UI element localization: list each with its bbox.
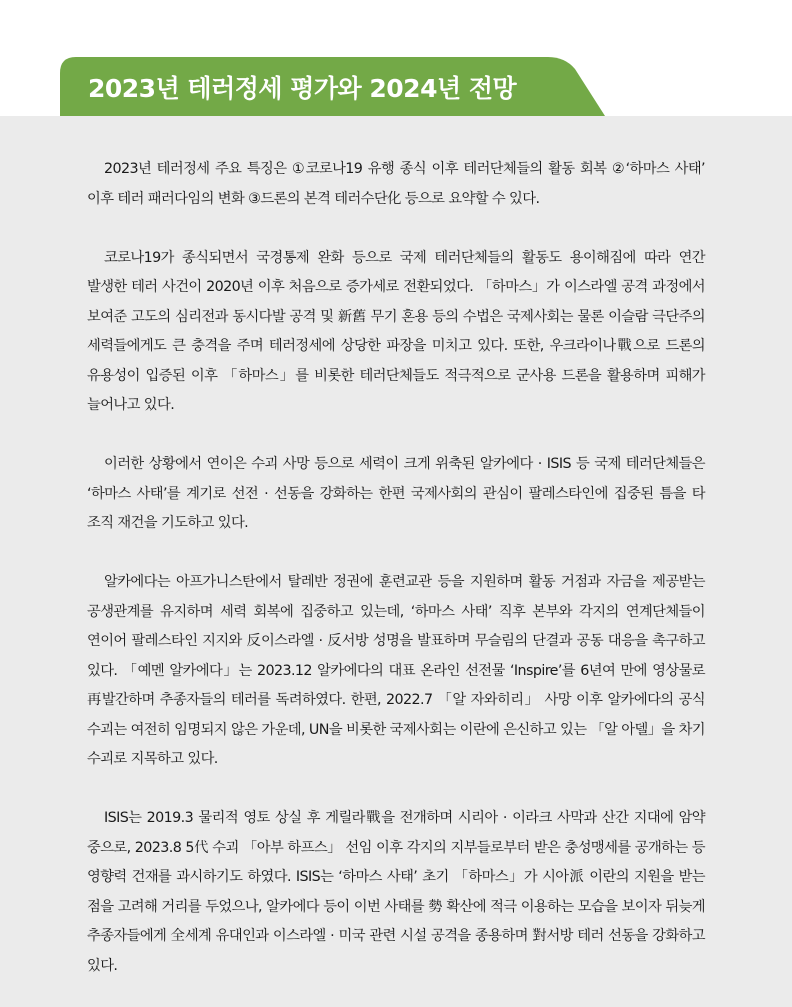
page-title: 2023년 테러정세 평가와 2024년 전망 (88, 74, 517, 103)
paragraph-terror-groups: 이러한 상황에서 연이은 수괴 사망 등으로 세력이 크게 위축된 알카에다 · ISIS 등 국제 테러단체들은 ‘하마스 사태’를 계기로 선전 · 선동을 강화하는 한편 국제사회의 관심이 팔레스타인에 집중된 틈을 타 조직 재건을 기도하고 있다. (87, 456, 705, 531)
paragraph-isis: ISIS는 2019.3 물리적 영토 상실 후 게릴라戰을 전개하며 시리아 · 이라크 사막과 산간 지대에 암약 중으로, 2023.8 5代 수괴 「아부 하프스」 선임 이후 각지의 지부들로부터 받은 충성맹세를 공개하는 등 영향력 건재를 과시하기도 하였다. ISIS는 ‘하마스 사태’ 초기 「하마스」가 시아派 이란의 지원을 받는 점을 고려해 거리를 두었으나, 알카에다 등이 이번 사태를 勢 확산에 적극 이용하는 모습을 보이자 뒤늦게 추종자들에게 全세계 유대인과 이스라엘 · 미국 관련 시설 공격을 종용하며 對서방 테러 선동을 강화하고 있다. (87, 810, 705, 974)
paragraph-summary: 2023년 테러정세 주요 특징은 ①코로나19 유행 종식 이후 테러단체들의 활동 회복 ②‘하마스 사태’ 이후 테러 패러다임의 변화 ③드론의 본격 테러수단化 등으로 요약할 수 있다. (87, 161, 705, 207)
paragraph-covid-recovery: 코로나19가 종식되면서 국경통제 완화 등으로 국제 테러단체들의 활동도 용이해짐에 따라 연간 발생한 테러 사건이 2020년 이후 처음으로 증가세로 전환되었다. 「하마스」가 이스라엘 공격 과정에서 보여준 고도의 심리전과 동시다발 공격 및 新舊 무기 혼용 등의 수법은 국제사회는 물론 이슬람 극단주의 세력들에게도 큰 충격을 주며 테러정세에 상당한 파장을 미치고 있다. 또한, 우크라이나戰으로 드론의 유용성이 입증된 이후 「하마스」를 비롯한 테러단체들도 적극적으로 군사용 드론을 활용하며 피해가 늘어나고 있다. (87, 249, 705, 413)
body-text (87, 155, 705, 981)
paragraph-alqaeda: 알카에다는 아프가니스탄에서 탈레반 정권에 훈련교관 등을 지원하며 활동 거점과 자금을 제공받는 공생관계를 유지하며 세력 회복에 집중하고 있는데, ‘하마스 사태’ 직후 본부와 각지의 연계단체들이 연이어 팔레스타인 지지와 反이스라엘 · 反서방 성명을 발표하며 무슬림의 단결과 공동 대응을 촉구하고 있다. 「예멘 알카에다」는 2023.12 알카에다의 대표 온라인 선전물 ‘Inspire’를 6년여 만에 영상물로 再발간하며 추종자들의 테러를 독려하였다. 한편, 2022.7 「알 자와히리」 사망 이후 알카에다의 공식 수괴는 여전히 임명되지 않은 가운데, UN을 비롯한 국제사회는 이란에 은신하고 있는 「알 아델」을 차기 수괴로 지목하고 있다. (87, 574, 705, 767)
